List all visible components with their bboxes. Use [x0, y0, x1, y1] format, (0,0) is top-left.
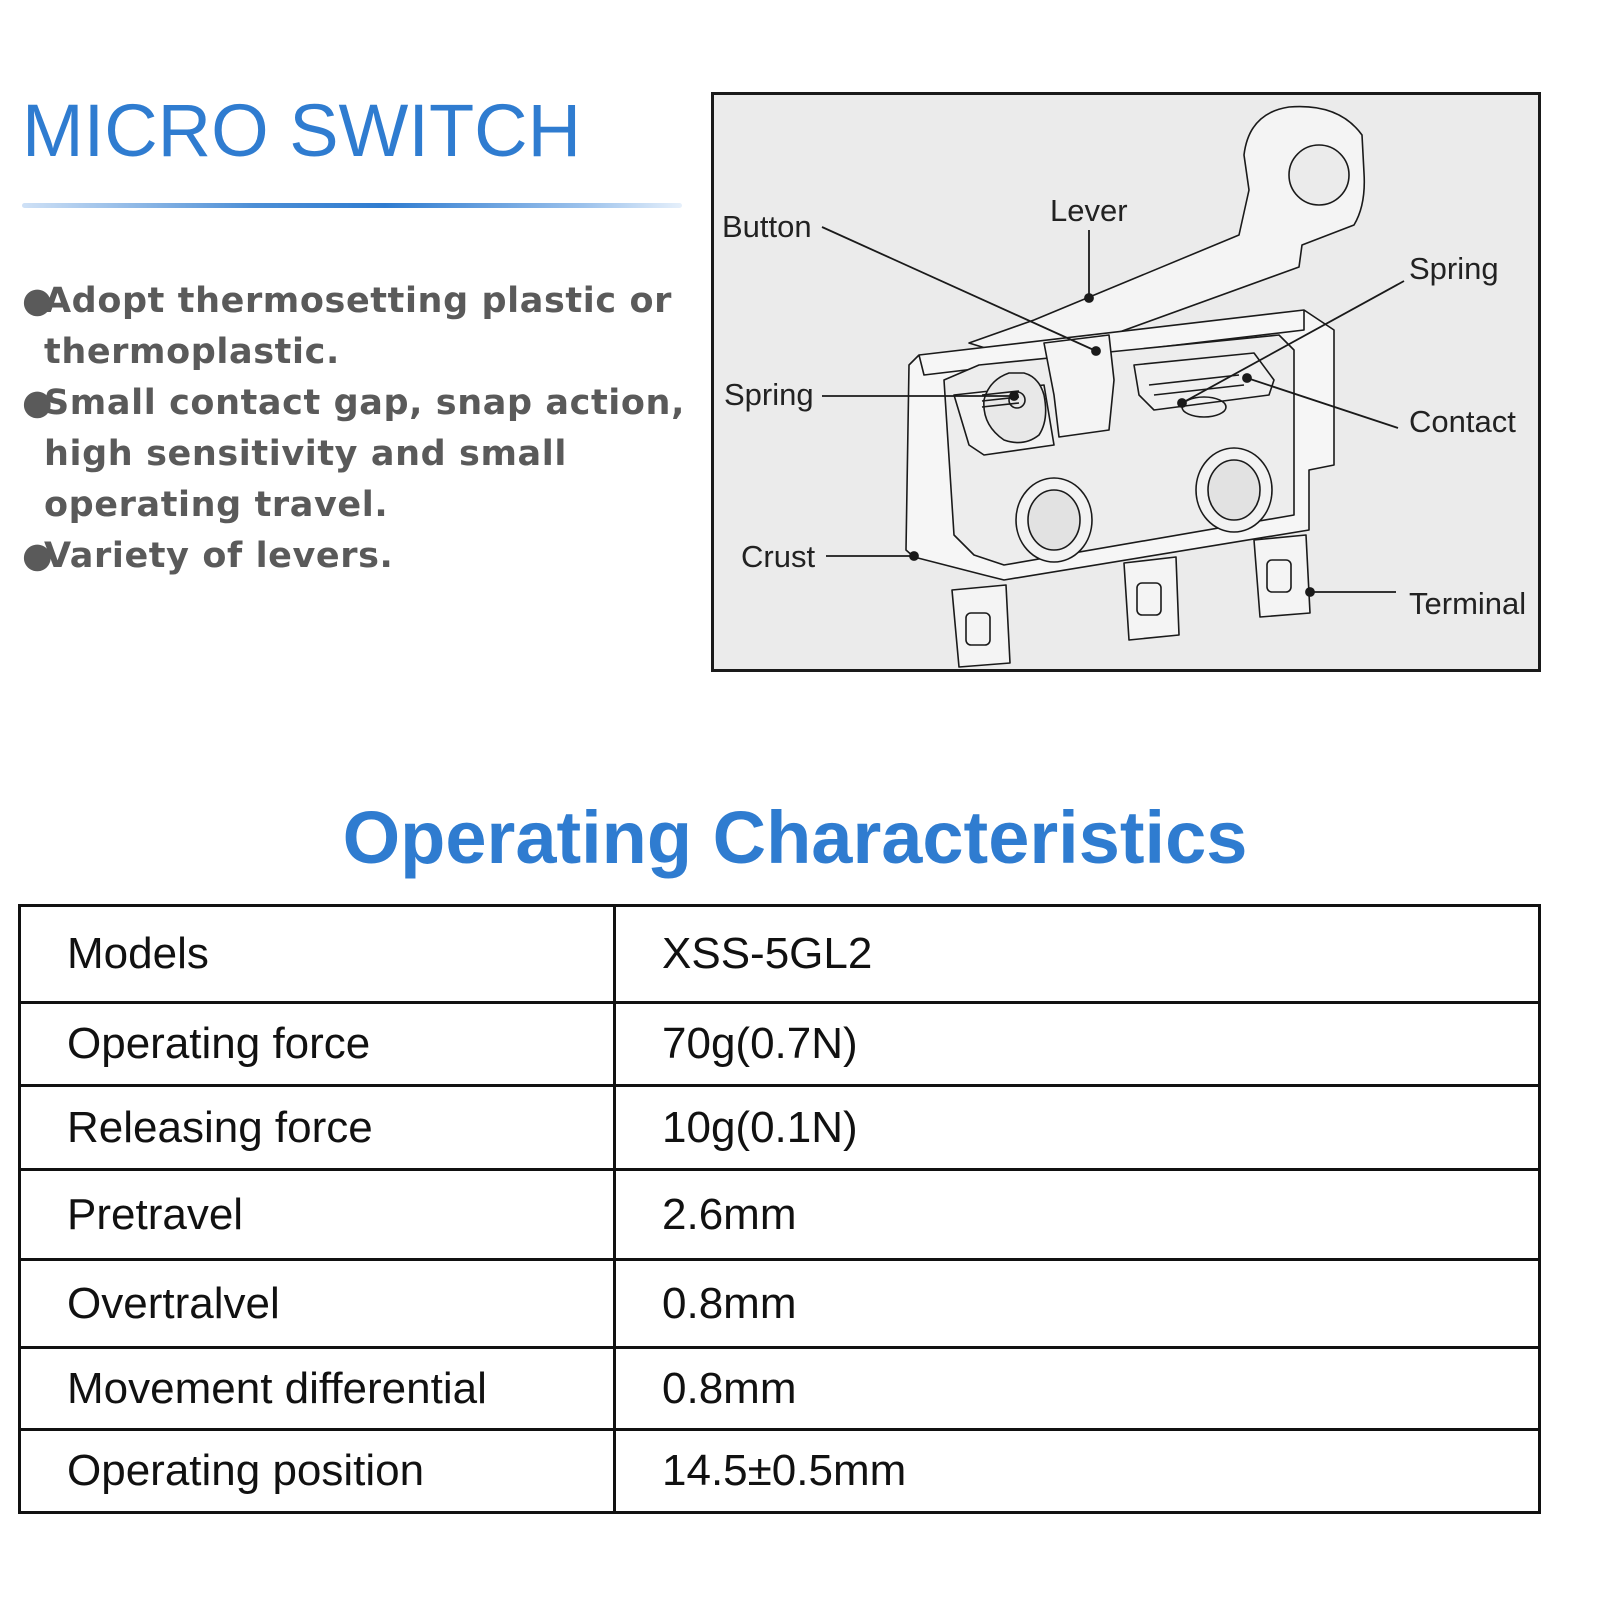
callout-contact: Contact [1409, 404, 1516, 439]
terminal-middle [1124, 557, 1179, 640]
table-row [20, 1348, 1540, 1430]
table-row [20, 1003, 1540, 1086]
bullet-icon: ● [22, 383, 54, 423]
feature-list [22, 276, 712, 582]
row-value: XSS-5GL2 [615, 906, 1540, 1003]
row-label: Operating position [20, 1430, 615, 1513]
table-row [20, 1170, 1540, 1260]
page-title: MICRO SWITCH [22, 89, 582, 172]
callout-lever: Lever [1050, 193, 1128, 228]
section-title: Operating Characteristics [342, 796, 1248, 879]
bullet-icon: ● [22, 281, 54, 321]
row-value: 14.5±0.5mm [615, 1430, 1540, 1513]
feature-text: Variety of levers. [44, 536, 394, 576]
terminal-left [952, 585, 1010, 667]
title-underline [22, 203, 682, 208]
feature-item [22, 378, 712, 531]
row-label: Operating force [20, 1003, 615, 1086]
callout-crust: Crust [741, 539, 816, 574]
bullet-icon: ● [22, 536, 54, 576]
row-value: 0.8mm [615, 1260, 1540, 1348]
mount-hole-left [1016, 478, 1092, 562]
row-label: Pretravel [20, 1170, 615, 1260]
table-row [20, 906, 1540, 1003]
row-label: Movement differential [20, 1348, 615, 1430]
feature-item [22, 276, 712, 378]
table-row [20, 1260, 1540, 1348]
callout-spring-left: Spring [724, 377, 814, 412]
row-value: 0.8mm [615, 1348, 1540, 1430]
callout-spring-top: Spring [1409, 251, 1499, 286]
table-row [20, 1086, 1540, 1170]
row-value: 2.6mm [615, 1170, 1540, 1260]
micro-switch-illustration [714, 95, 1538, 669]
row-label: Overtralvel [20, 1260, 615, 1348]
table-row [20, 1430, 1540, 1513]
lever-roller [1289, 145, 1349, 205]
row-label: Releasing force [20, 1086, 615, 1170]
row-value: 70g(0.7N) [615, 1003, 1540, 1086]
switch-diagram [711, 92, 1541, 672]
mount-hole-right [1196, 448, 1272, 532]
feature-text: Small contact gap, snap action, high sensitivity and small operating travel. [44, 383, 685, 525]
terminal-right [1254, 535, 1310, 617]
row-value: 10g(0.1N) [615, 1086, 1540, 1170]
characteristics-table [18, 904, 1541, 1514]
callout-button: Button [722, 209, 812, 244]
callout-terminal: Terminal [1409, 586, 1527, 621]
feature-item [22, 531, 712, 582]
feature-text: Adopt thermosetting plastic or thermoplastic. [44, 281, 672, 372]
row-label: Models [20, 906, 615, 1003]
